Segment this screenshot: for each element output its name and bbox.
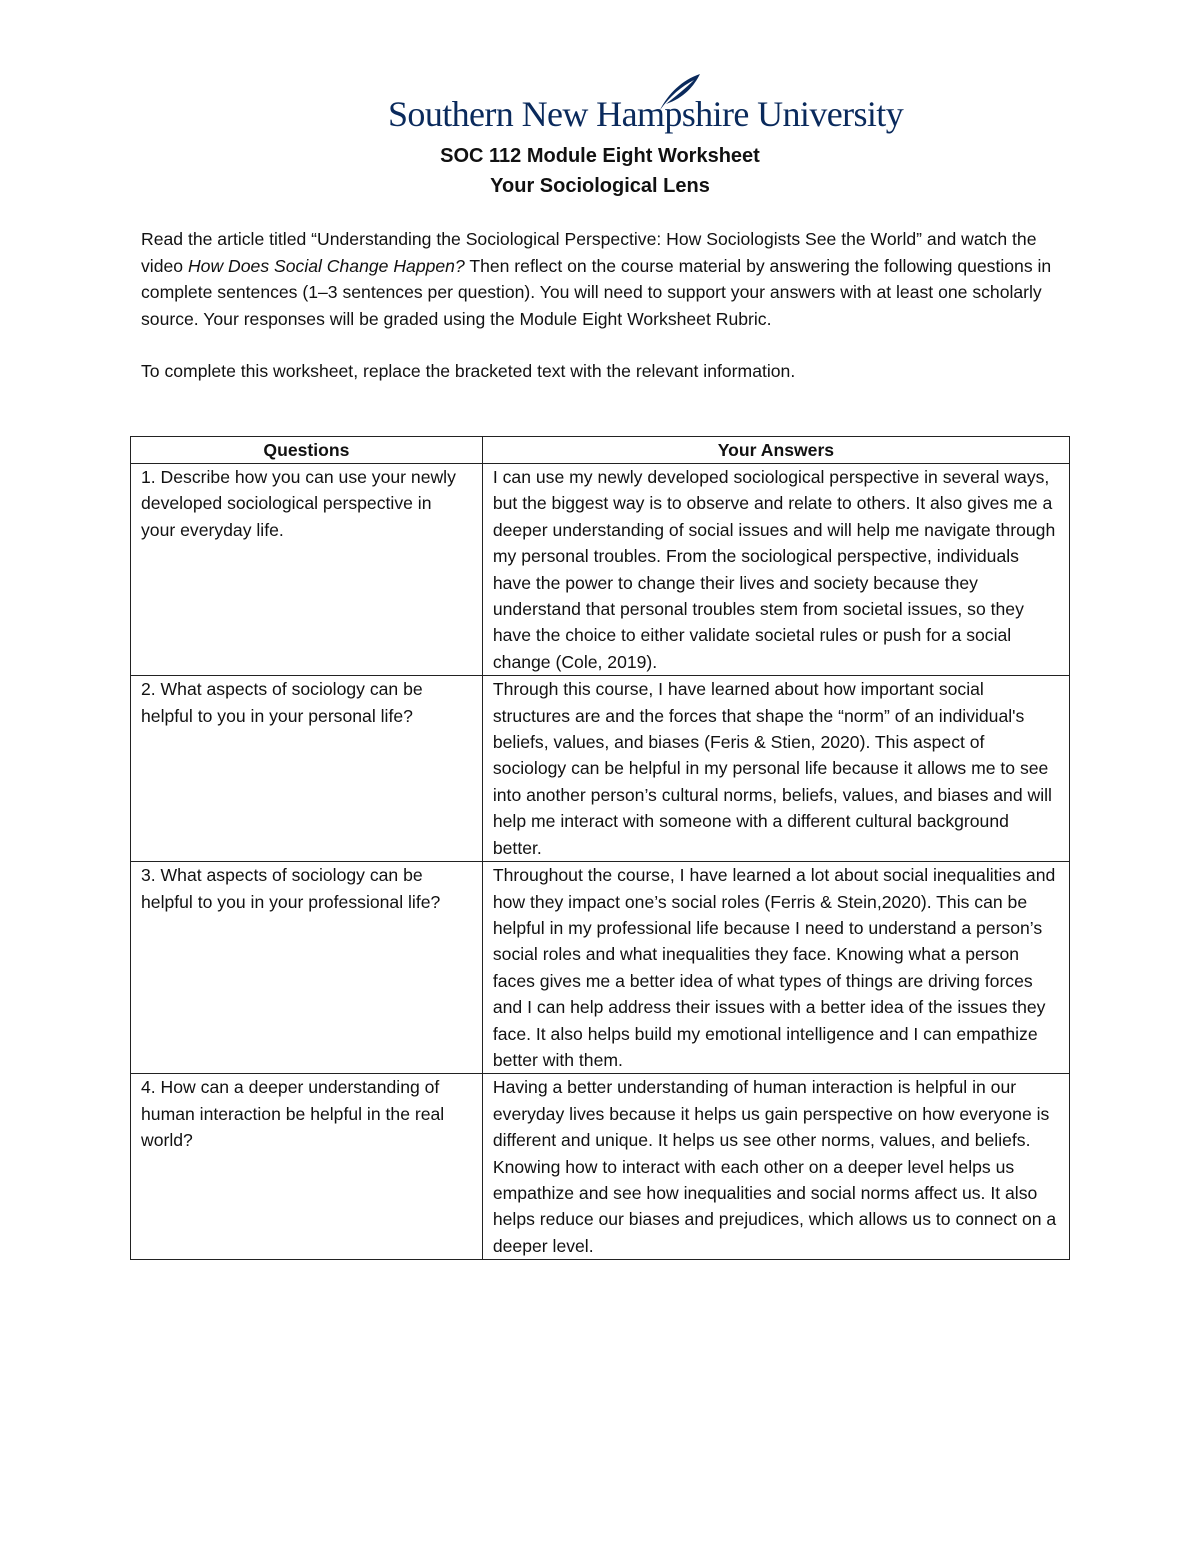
intro-text-part1: Read the article titled “Understanding the Sociological Perspective: How Sociologists See the World” and watch the video xyxy=(141,229,1037,276)
intro-paragraph xyxy=(141,226,1061,332)
answers-header: Your Answers xyxy=(482,437,1069,464)
table-row xyxy=(131,1074,1070,1260)
intro-section xyxy=(141,226,1061,385)
question-cell: 3. What aspects of sociology can be helpful to you in your professional life? xyxy=(131,862,483,1074)
answer-cell[interactable]: Through this course, I have learned about how important social structures are and the forces that shape the “norm” of an individual's beliefs, values, and biases (Feris & Stien, 2020). This aspect of sociology can be helpful in my personal life because it allows me to see into another person’s cultural norms, beliefs, values, and biases and will help me interact with someone with a different cultural background better. xyxy=(482,676,1069,862)
question-cell: 1. Describe how you can use your newly developed sociological perspective in your everyday life. xyxy=(131,464,483,676)
question-cell: 4. How can a deeper understanding of human interaction be helpful in the real world? xyxy=(131,1074,483,1260)
worksheet-title: SOC 112 Module Eight Worksheet xyxy=(440,145,760,167)
table-row xyxy=(131,676,1070,862)
table-header-row xyxy=(131,437,1070,464)
university-logo xyxy=(388,72,904,138)
answer-cell[interactable]: I can use my newly developed sociological perspective in several ways, but the biggest way is to observe and relate to others. It also gives me a deeper understanding of social issues and will help me navigate through my personal troubles. From the sociological perspective, individuals have the power to change their lives and society because they understand that personal troubles stem from societal issues, so they have the choice to either validate societal rules or push for a social change (Cole, 2019). xyxy=(482,464,1069,676)
worksheet-subtitle: Your Sociological Lens xyxy=(490,175,710,197)
answer-cell[interactable]: Having a better understanding of human interaction is helpful in our everyday lives because it helps us gain perspective on how everyone is different and unique. It helps us see other norms, values, and beliefs. Knowing how to interact with each other on a deeper level helps us empathize and see how inequalities and social norms affect us. It also helps reduce our biases and prejudices, which allows us to connect on a deeper level. xyxy=(482,1074,1069,1260)
table-row xyxy=(131,464,1070,676)
table-row xyxy=(131,862,1070,1074)
instruction-paragraph: To complete this worksheet, replace the bracketed text with the relevant information. xyxy=(141,361,796,381)
questions-header: Questions xyxy=(131,437,483,464)
question-cell: 2. What aspects of sociology can be helpful to you in your personal life? xyxy=(131,676,483,862)
intro-text-part2: Then reflect on the course material by answering the following questions in complete sentences (1–3 sentences per question). You will need to support your answers with at least one scholarly source. Your responses will be graded using the Module Eight Worksheet Rubric. xyxy=(141,255,1052,329)
answer-cell[interactable]: Throughout the course, I have learned a lot about social inequalities and how they impact one’s social roles (Ferris & Stein,2020). This can be helpful in my professional life because I need to understand a person’s social roles and what inequalities they face. Knowing what a person faces gives me a better idea of what types of things are driving forces and I can help address their issues with a better idea of the issues they face. It also helps build my emotional intelligence and I can empathize better with them. xyxy=(482,862,1069,1074)
worksheet-table xyxy=(130,436,1070,1260)
logo-wordmark: Southern New Hampshire University xyxy=(388,94,904,134)
video-title: How Does Social Change Happen? xyxy=(187,255,465,276)
